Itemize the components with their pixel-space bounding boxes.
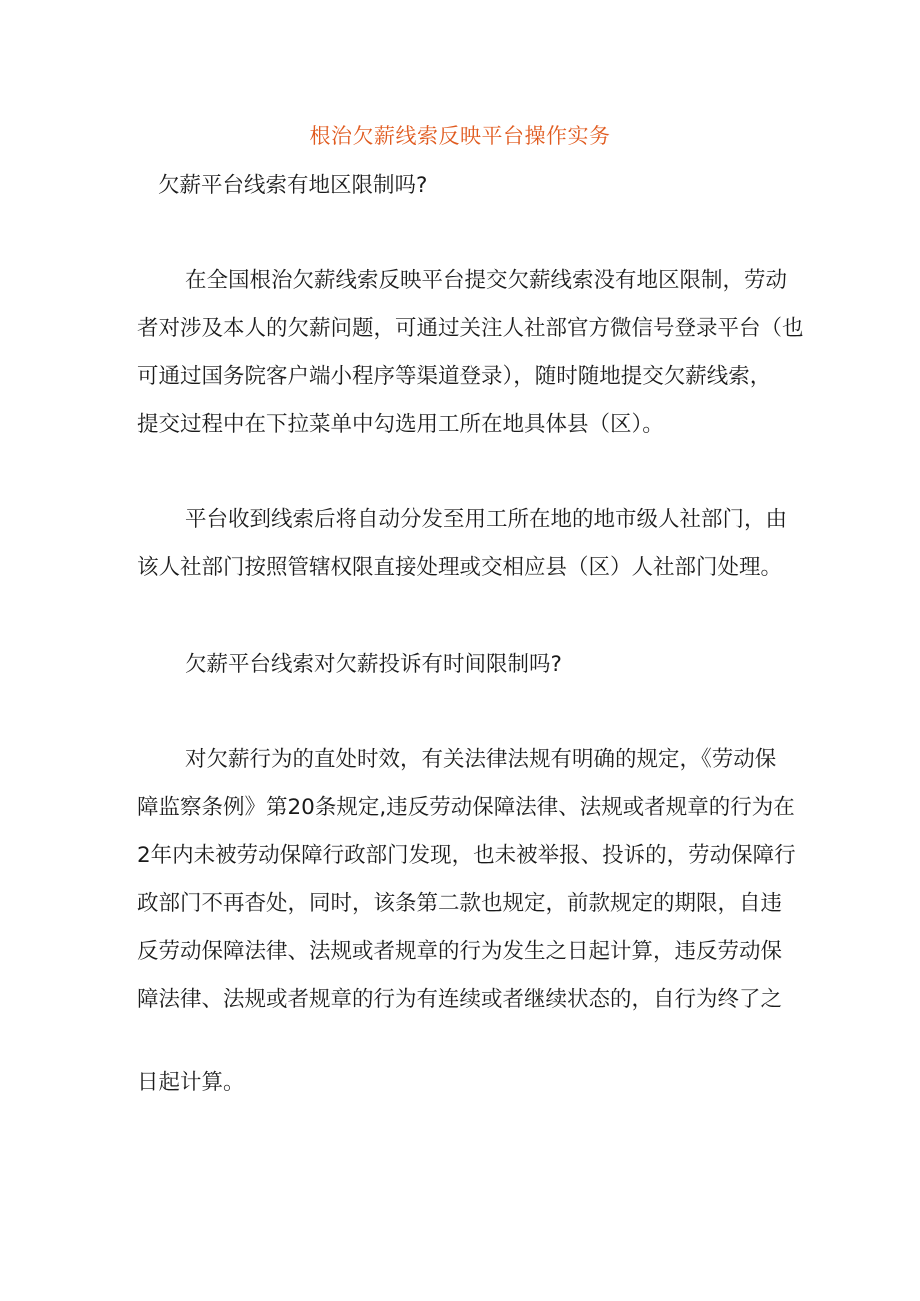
- paragraph-line: 反劳动保障法律、法规或者规章的行为发生之日起计算，违反劳动保: [137, 939, 783, 964]
- paragraph-line: 平台收到线索后将自动分发至用工所在地的地市级人社部门，由: [185, 507, 788, 532]
- paragraph-line: 日起计算。: [137, 1070, 245, 1095]
- paragraph-line: 障法律、法规或者规章的行为有连续或者继续状态的，自行为终了之: [137, 987, 783, 1012]
- paragraph-line: 政部门不再杳处，同时，该条第二款也规定，前款规定的期限，自违: [137, 891, 783, 916]
- paragraph-line: 障监察条例》第20条规定,违反劳动保障法律、法规或者规章的行为在: [137, 795, 795, 820]
- paragraph-line: 在全国根治欠薪线索反映平台提交欠薪线索没有地区限制，劳动: [185, 268, 788, 293]
- question-heading: 欠薪平台线索对欠薪投诉有时间限制吗?: [185, 652, 562, 677]
- document-title: 根治欠薪线索反映平台操作实务: [309, 124, 611, 148]
- paragraph-line: 者对涉及本人的欠薪问题，可通过关注人社部官方微信号登录平台（也: [137, 316, 804, 341]
- paragraph-line: 提交过程中在下拉菜单中勾选用工所在地具体县（区）。: [137, 412, 664, 437]
- paragraph-line: 可通过国务院客户端小程序等渠道登录），随时随地提交欠薪线索，: [137, 364, 772, 389]
- paragraph-line: 对欠薪行为的直处时效，有关法律法规有明确的规定，《劳动保: [185, 747, 777, 772]
- question-heading: 欠薪平台线索有地区限制吗?: [158, 173, 428, 198]
- paragraph-line: 该人社部门按照管辖权限直接处理或交相应县（区）人社部门处理。: [137, 555, 783, 580]
- paragraph-line: 2年内未被劳动保障行政部门发现，也未被举报、投诉的，劳动保障行: [137, 843, 796, 868]
